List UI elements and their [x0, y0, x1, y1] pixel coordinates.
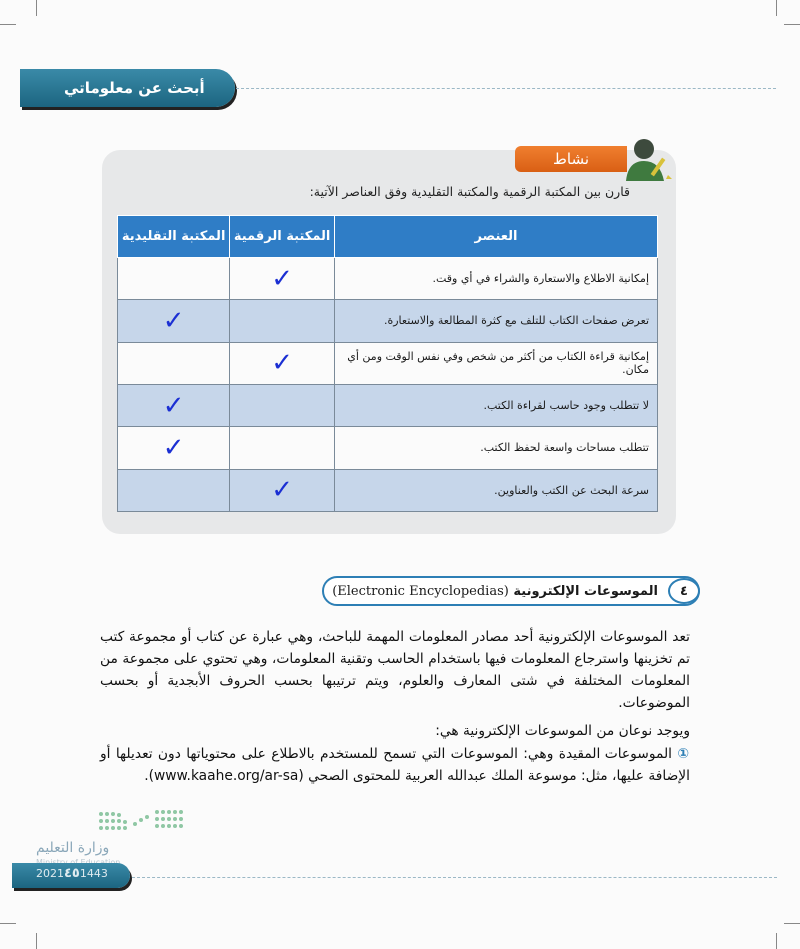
section-title-ar: الموسوعات الإلكترونية	[513, 583, 658, 599]
banner-title: أبحث عن معلوماتي	[64, 79, 205, 97]
section-banner	[20, 69, 235, 107]
trim-mark	[36, 0, 37, 16]
section-number: ٤	[668, 578, 700, 604]
check-icon: ✓	[271, 263, 294, 294]
traditional-cell	[118, 469, 230, 511]
traditional-cell	[118, 258, 230, 300]
page-number-value: ٤٥	[64, 866, 80, 881]
header-traditional: المكتبة التقليدية	[118, 216, 230, 258]
section-heading	[322, 576, 700, 606]
table-row	[118, 384, 658, 426]
trim-mark	[0, 24, 16, 25]
check-icon: ✓	[271, 348, 294, 379]
list-item	[100, 743, 690, 787]
trim-mark	[36, 933, 37, 949]
table-header-row	[118, 216, 658, 258]
criterion-cell: سرعة البحث عن الكتب والعناوين.	[335, 469, 658, 511]
section-title-en: (Electronic Encyclopedias)	[332, 583, 509, 599]
table-row	[118, 469, 658, 511]
footer-rule	[132, 877, 777, 878]
digital-cell	[230, 342, 335, 384]
digital-cell	[230, 384, 335, 426]
year-prefix: 2021	[36, 867, 64, 880]
trim-mark	[776, 0, 777, 16]
comparison-table	[117, 215, 658, 512]
digital-cell	[230, 469, 335, 511]
table-row	[118, 427, 658, 469]
table-row	[118, 258, 658, 300]
digital-cell	[230, 427, 335, 469]
activity-instruction: قارن بين المكتبة الرقمية والمكتبة التقليدية وفق العناصر الآتية:	[309, 184, 630, 199]
trim-mark	[784, 923, 800, 924]
trim-mark	[0, 923, 16, 924]
criterion-cell: إمكانية قراءة الكتاب من أكثر من شخص وفي نفس الوقت ومن أي مكان.	[335, 342, 658, 384]
check-icon: ✓	[162, 432, 185, 463]
check-icon: ✓	[162, 390, 185, 421]
ministry-logo-icon	[95, 806, 191, 836]
activity-tag-label: نشاط	[553, 150, 589, 168]
list-number: ①	[677, 746, 690, 762]
criterion-cell: إمكانية الاطلاع والاستعارة والشراء في أي وقت.	[335, 258, 658, 300]
digital-cell	[230, 258, 335, 300]
intro-paragraph: تعد الموسوعات الإلكترونية أحد مصادر المعلومات المهمة للباحث، وهي عبارة عن كتاب أو مجموعة كتب تم تخزينها واسترجاع المعلومات فيها باستخدام الحاسب وتقنية المعلومات، وهي تحتوي على مجموعة من المعلومات المختلفة في شتى المعارف والعلوم، ويتم ترتيبها بحسب الحروف الأبجدية أو بحسب الموضوعات.	[100, 629, 690, 711]
ministry-name-ar: وزارة التعليم	[36, 840, 110, 856]
list-item-text: الموسوعات المقيدة وهي: الموسوعات التي تسمح للمستخدم بالاطلاع على محتوياتها دون تعديلها أو الإضافة عليها، مثل: موسوعة الملك عبدالله العربية للمحتوى الصحي (www.kaahe.org/ar-sa).	[100, 746, 690, 784]
traditional-cell	[118, 384, 230, 426]
trim-mark	[784, 24, 800, 25]
table-row	[118, 300, 658, 342]
check-icon: ✓	[162, 305, 185, 336]
traditional-cell	[118, 427, 230, 469]
traditional-cell	[118, 342, 230, 384]
header-digital: المكتبة الرقمية	[230, 216, 335, 258]
header-criterion: العنصر	[335, 216, 658, 258]
check-icon: ✓	[271, 475, 294, 506]
year-suffix: 1443	[79, 867, 108, 880]
table-row	[118, 342, 658, 384]
student-figure-icon	[618, 135, 676, 183]
activity-tag	[515, 146, 627, 172]
traditional-cell	[118, 300, 230, 342]
criterion-cell: لا تتطلب وجود حاسب لقراءة الكتب.	[335, 384, 658, 426]
trim-mark	[776, 933, 777, 949]
types-paragraph: ويوجد نوعان من الموسوعات الإلكترونية هي:	[435, 723, 690, 739]
digital-cell	[230, 300, 335, 342]
criterion-cell: تتطلب مساحات واسعة لحفظ الكتب.	[335, 427, 658, 469]
banner-rule	[236, 88, 776, 89]
page-number	[36, 866, 108, 881]
criterion-cell: تعرض صفحات الكتاب للتلف مع كثرة المطالعة والاستعارة.	[335, 300, 658, 342]
